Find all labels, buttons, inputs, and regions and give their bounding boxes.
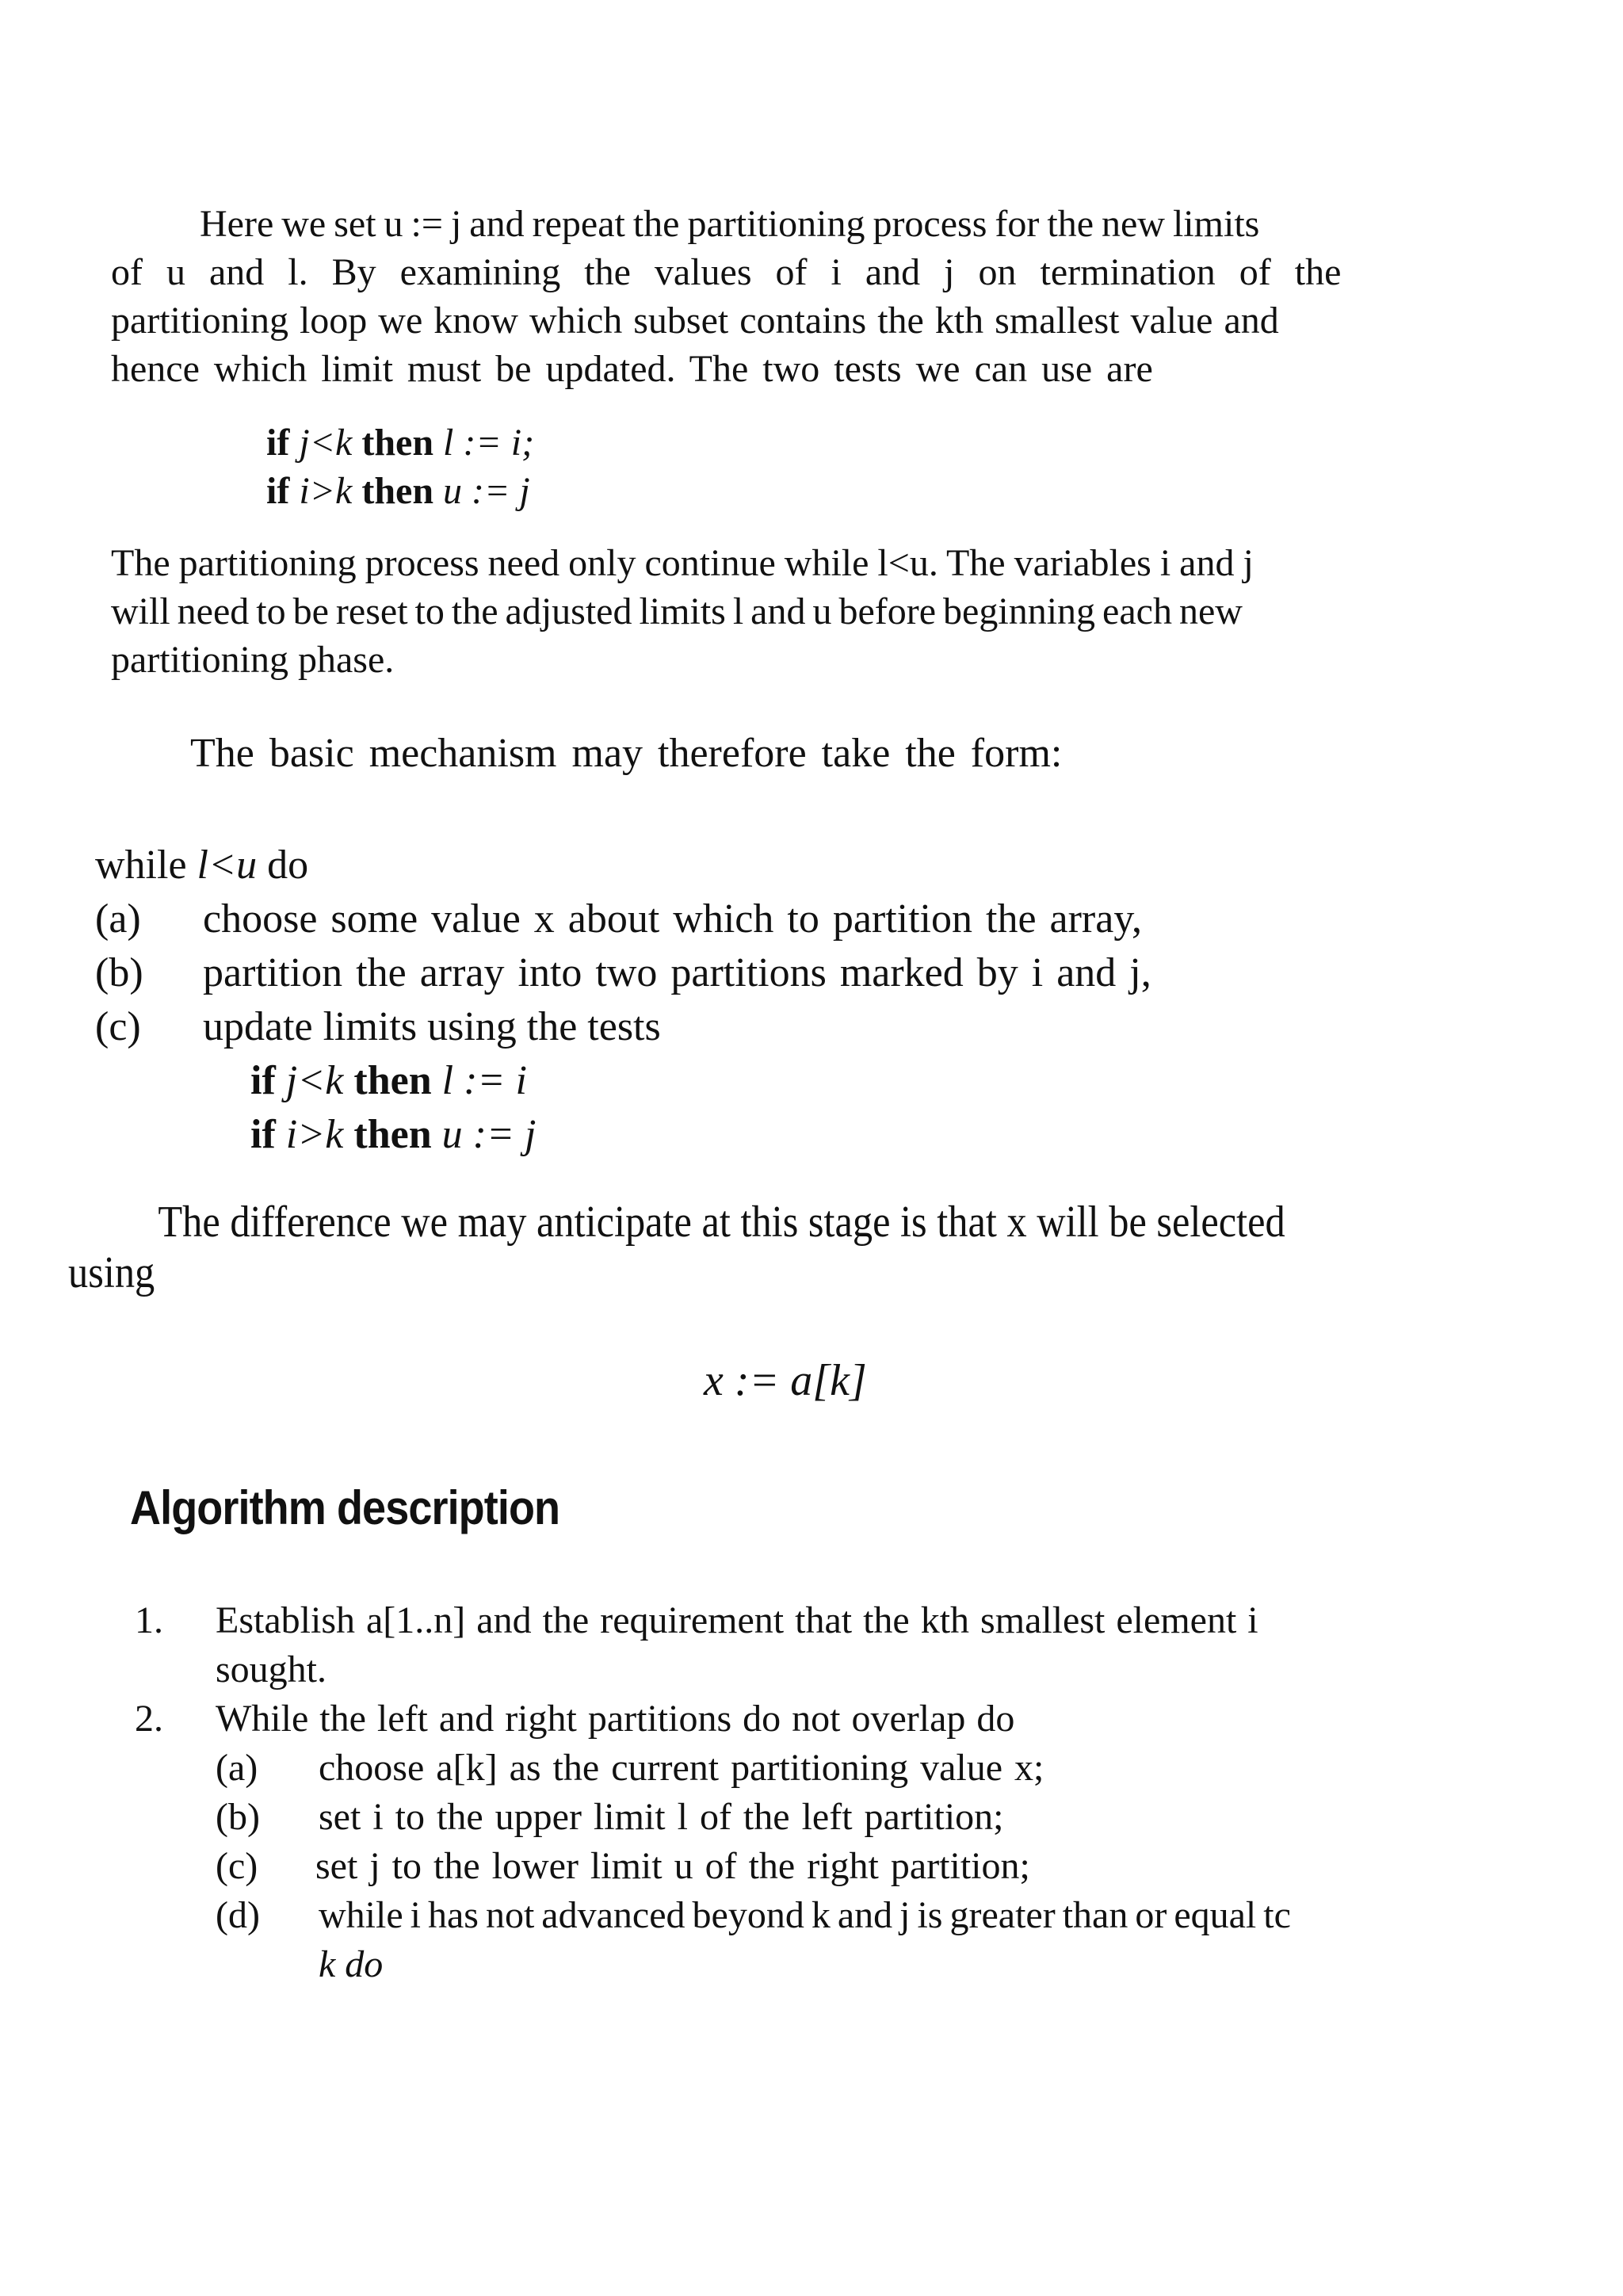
continue-line-3: partitioning phase.	[111, 639, 395, 681]
substep-label: (d)	[216, 1894, 260, 1936]
algorithm-substep-b	[135, 1793, 1545, 1842]
substep-label: (b)	[216, 1796, 260, 1838]
mechanism-intro: The basic mechanism may therefore take the form:	[190, 731, 1063, 776]
substep-text: choose a[k] as the current partitioning value x;	[319, 1747, 1044, 1789]
mechanism-step-b	[95, 946, 1151, 1000]
keyword-do: do	[267, 842, 309, 888]
intro-line-3: partitioning loop we know which subset contains the kth smallest value and	[111, 300, 1279, 342]
keyword-then: then	[353, 1112, 432, 1157]
mechanism-block	[95, 839, 1151, 1162]
tests-code-block	[266, 418, 534, 515]
condition: i>k	[299, 470, 353, 512]
step-text: choose some value x about which to partition the array,	[203, 896, 1142, 942]
algorithm-list	[135, 1596, 1545, 1989]
algorithm-substep-d-cont	[135, 1940, 1545, 1989]
substep-continuation: k do	[319, 1943, 384, 1985]
intro-line-2: of u and l. By examining the values of i and j on termination of the	[111, 251, 1342, 293]
mechanism-test-1	[95, 1054, 1151, 1108]
difference-line-2: using	[68, 1248, 155, 1297]
intro-paragraph	[111, 200, 1569, 393]
substep-label: (a)	[216, 1747, 258, 1789]
substep-text: set i to the upper limit l of the left partition;	[319, 1796, 1004, 1838]
step-text: partition the array into two partitions marked by i and j,	[203, 950, 1151, 995]
algorithm-step-1-cont	[135, 1645, 1545, 1694]
selection-formula: x := a[k]	[704, 1356, 867, 1405]
assignment: u := j	[441, 1112, 537, 1157]
continue-line-2: will need to be reset to the adjusted limits l and u before beginning each new	[111, 590, 1243, 632]
keyword-then: then	[361, 470, 434, 512]
continue-paragraph	[111, 539, 1569, 684]
test-line-1	[266, 418, 534, 467]
assignment: l := i	[441, 1058, 527, 1103]
mechanism-step-c	[95, 1000, 1151, 1054]
continue-line-1: The partitioning process need only continue while l<u. The variables i and j	[111, 542, 1254, 584]
step-number: 1.	[135, 1599, 163, 1641]
keyword-then: then	[353, 1058, 432, 1103]
algorithm-substep-d	[135, 1891, 1545, 1940]
step-label: (c)	[95, 1004, 141, 1049]
substep-text: set j to the lower limit u of the right partition;	[315, 1845, 1030, 1887]
step-label: (b)	[95, 950, 143, 995]
assignment: u := j	[443, 470, 530, 512]
intro-line-1: Here we set u := j and repeat the partitioning process for the new limits	[200, 203, 1260, 245]
algorithm-substep-a	[135, 1744, 1545, 1793]
difference-line-1: The difference we may anticipate at this stage is that x will be selected	[158, 1198, 1285, 1247]
keyword-if: if	[250, 1058, 276, 1103]
step-number: 2.	[135, 1698, 163, 1740]
keyword-if: if	[266, 422, 290, 464]
section-heading: Algorithm description	[130, 1481, 560, 1534]
test-line-2	[266, 467, 534, 515]
keyword-while: while	[95, 842, 187, 888]
intro-line-4: hence which limit must be updated. The two tests we can use are	[111, 348, 1153, 390]
substep-text: while i has not advanced beyond k and j is greater than or equal tc	[319, 1894, 1291, 1936]
step-text-continuation: sought.	[216, 1648, 327, 1690]
step-text: While the left and right partitions do not overlap do	[216, 1698, 1015, 1740]
keyword-then: then	[361, 422, 434, 464]
mechanism-test-2	[95, 1108, 1151, 1162]
condition: j<k	[285, 1058, 344, 1103]
keyword-if: if	[250, 1112, 276, 1157]
algorithm-step-1	[135, 1596, 1545, 1645]
step-label: (a)	[95, 896, 141, 942]
step-text: Establish a[1..n] and the requirement that the kth smallest element i	[216, 1599, 1258, 1641]
assignment: l := i;	[443, 422, 535, 464]
condition: j<k	[299, 422, 353, 464]
step-text: update limits using the tests	[203, 1004, 661, 1049]
while-line	[95, 839, 1151, 892]
substep-label: (c)	[216, 1845, 258, 1887]
algorithm-step-2	[135, 1694, 1545, 1744]
mechanism-step-a	[95, 892, 1151, 946]
while-condition: l<u	[197, 842, 258, 888]
keyword-if: if	[266, 470, 290, 512]
algorithm-substep-c	[135, 1842, 1545, 1891]
condition: i>k	[285, 1112, 344, 1157]
difference-paragraph	[68, 1197, 1285, 1298]
